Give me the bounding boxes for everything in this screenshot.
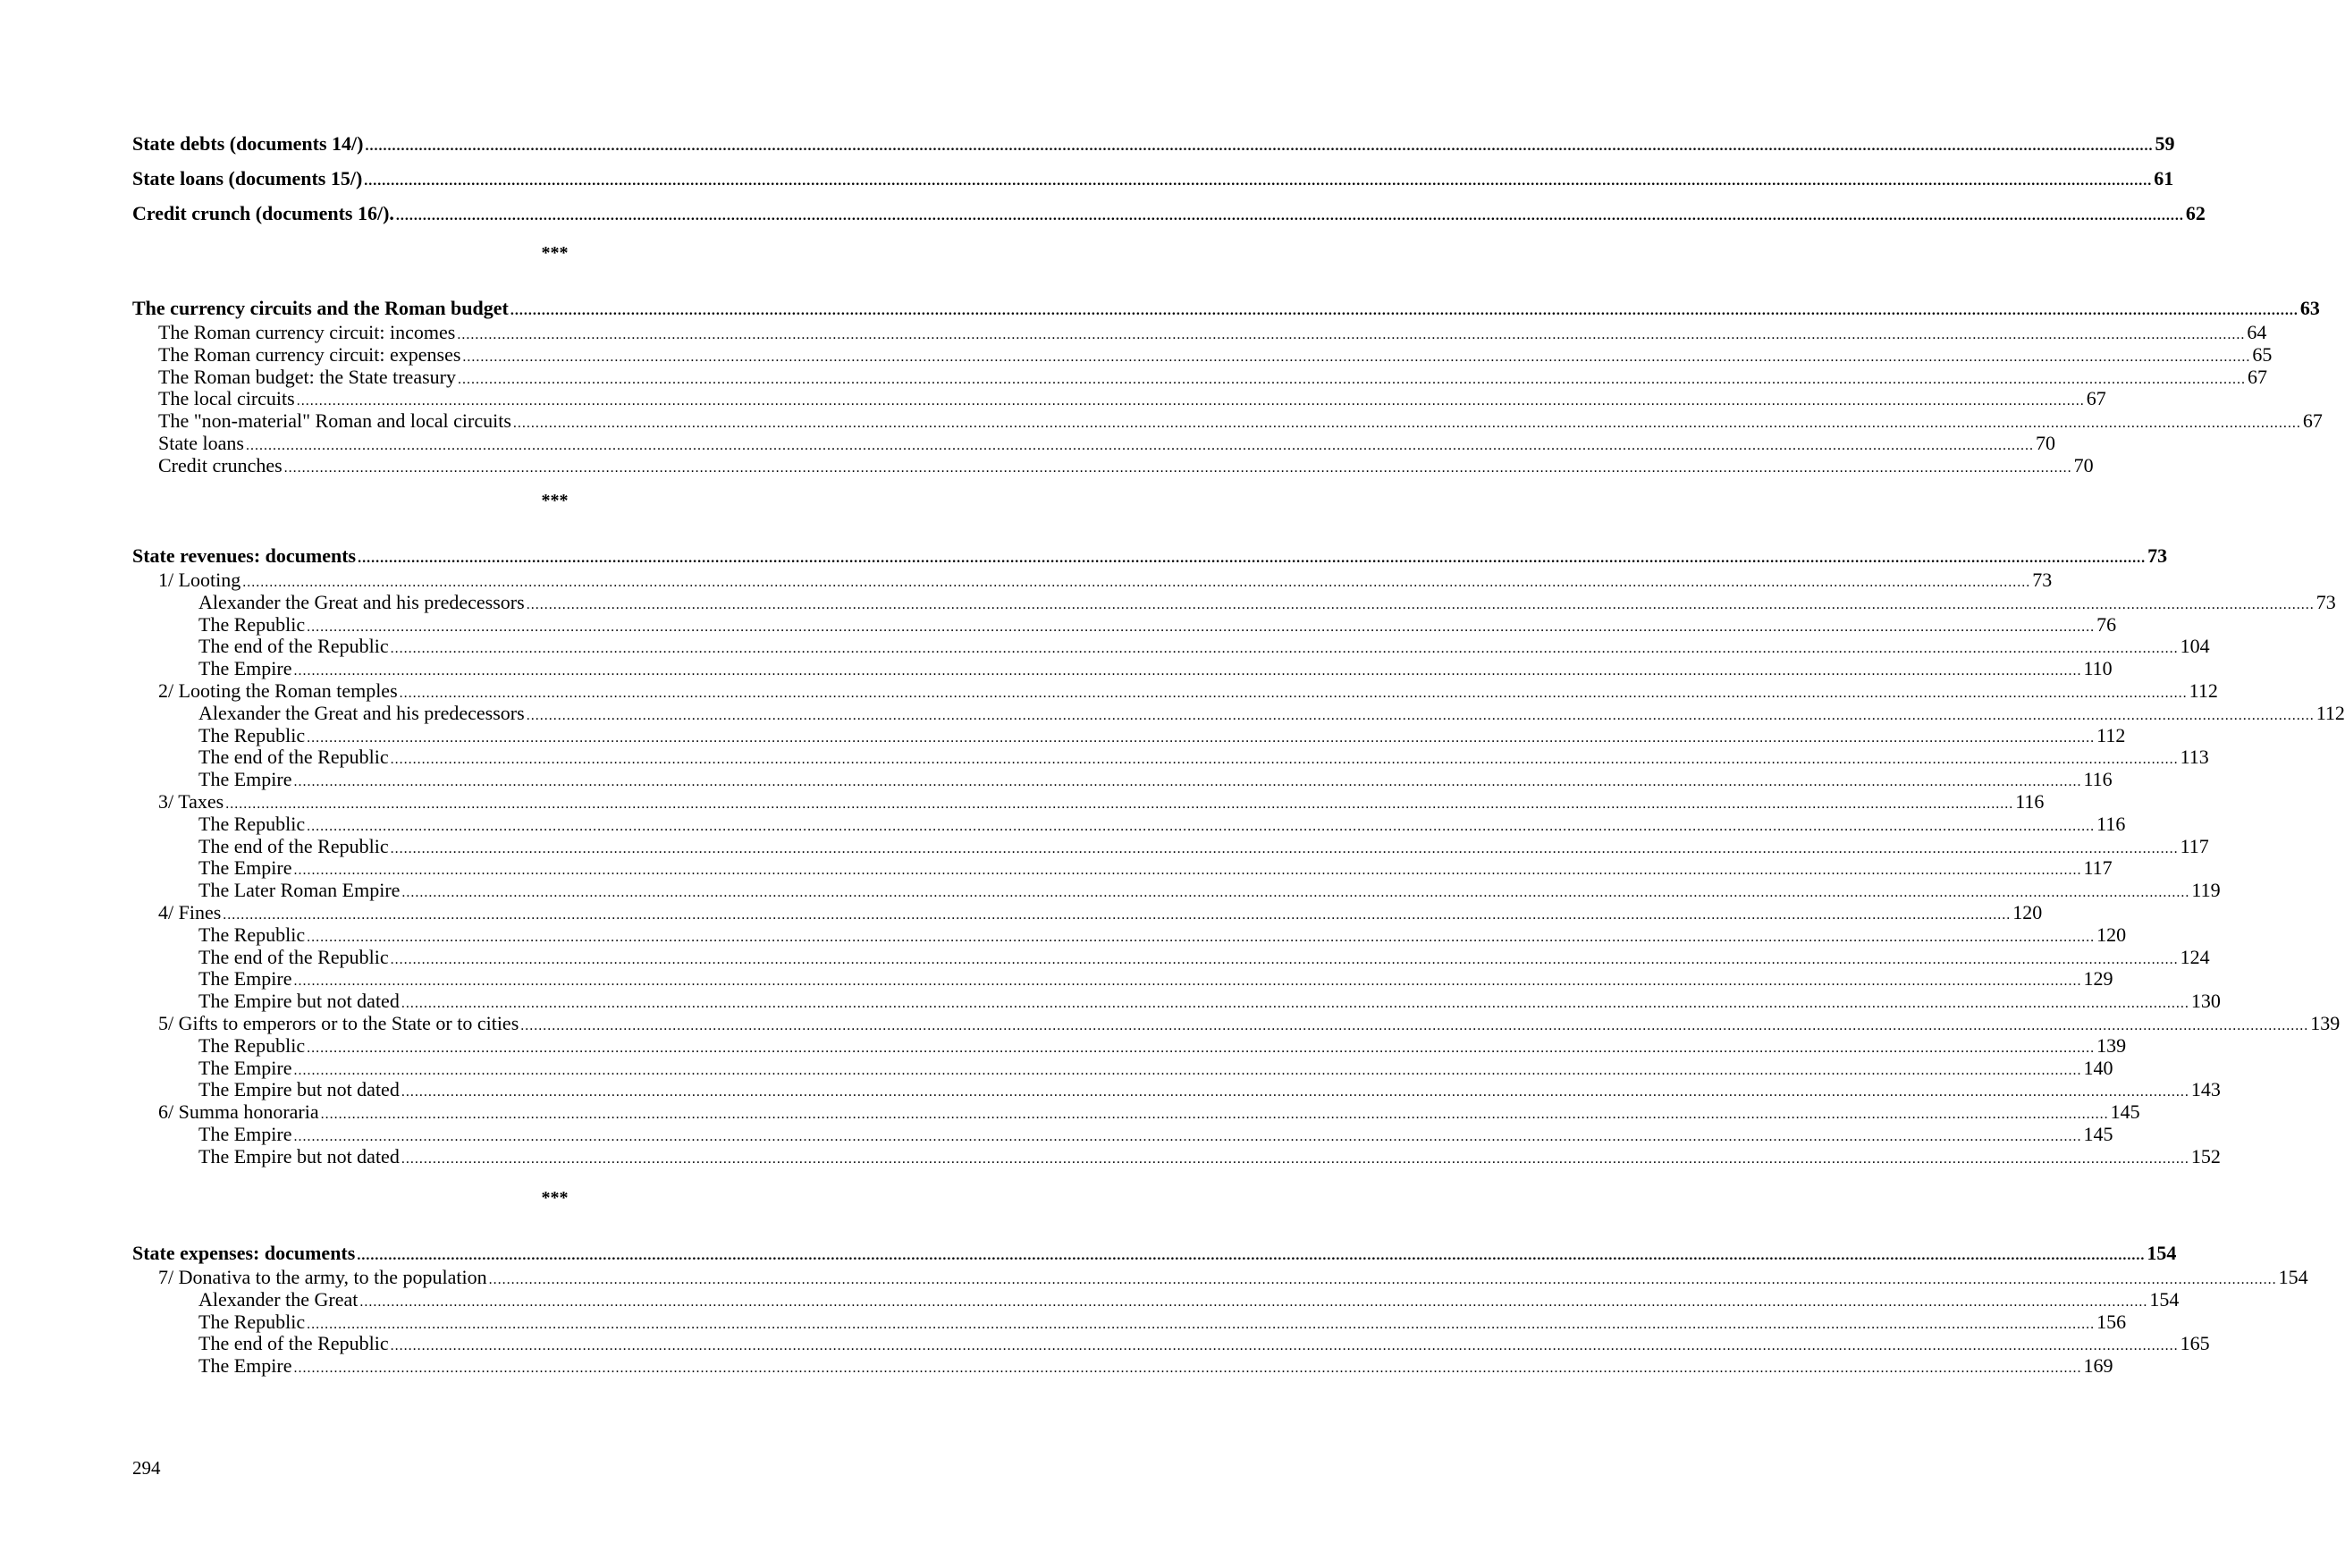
toc-entry[interactable] xyxy=(132,702,2345,724)
toc-entry-title: State loans xyxy=(158,432,244,454)
dot-leader: ................................................................................................................................................................................................................................................................................................................................................................................................................ xyxy=(457,372,2246,387)
toc-entry[interactable] xyxy=(132,990,2221,1012)
toc-entry[interactable] xyxy=(132,409,2323,432)
toc-entry-page: 117 xyxy=(2180,835,2209,857)
toc-entry[interactable] xyxy=(132,768,2113,790)
toc-entry-title: The end of the Republic xyxy=(198,946,389,968)
toc-entry-title: The Empire xyxy=(198,1057,292,1079)
toc-entry[interactable] xyxy=(132,343,2273,366)
toc-entry[interactable] xyxy=(132,635,2210,657)
dot-leader: ................................................................................................................................................................................................................................................................................................................................................................................................................ xyxy=(307,819,2096,834)
dot-leader: ................................................................................................................................................................................................................................................................................................................................................................................................................ xyxy=(401,996,2189,1011)
toc-entry[interactable] xyxy=(132,1078,2221,1100)
toc-entry-title: Alexander the Great and his predecessors xyxy=(198,702,525,724)
dot-leader: ................................................................................................................................................................................................................................................................................................................................................................................................................ xyxy=(293,663,2082,679)
dot-leader: ................................................................................................................................................................................................................................................................................................................................................................................................................ xyxy=(512,416,2301,431)
toc-entry-page: 145 xyxy=(2083,1123,2113,1145)
toc-entry-title: The end of the Republic xyxy=(198,1332,389,1354)
toc-entry-page: 139 xyxy=(2096,1034,2127,1057)
toc-entry-page: 120 xyxy=(2012,901,2043,923)
toc-entry-title: The Republic xyxy=(198,724,306,746)
toc-entry-page: 145 xyxy=(2110,1100,2140,1123)
toc-entry-title: Credit crunches xyxy=(158,454,283,476)
toc-entry[interactable] xyxy=(132,454,2094,476)
toc-entry-page: 67 xyxy=(2302,409,2323,432)
toc-entry-page: 120 xyxy=(2096,923,2127,946)
page-number: 294 xyxy=(132,1457,161,1479)
toc-entry-title: 2/ Looting the Roman temples xyxy=(158,679,398,702)
toc-entry-page: 124 xyxy=(2180,946,2210,968)
toc-entry-page: 104 xyxy=(2180,635,2210,657)
dot-leader: ................................................................................................................................................................................................................................................................................................................................................................................................................ xyxy=(401,885,2190,900)
toc-entry-title: The Roman currency circuit: incomes xyxy=(158,321,456,343)
dot-leader: ................................................................................................................................................................................................................................................................................................................................................................................................................ xyxy=(307,620,2096,635)
toc-entry[interactable] xyxy=(132,432,2055,454)
toc-entry-page: 73 xyxy=(2315,591,2336,613)
toc-entry-page: 143 xyxy=(2190,1078,2221,1100)
dot-leader: ................................................................................................................................................................................................................................................................................................................................................................................................................ xyxy=(526,597,2315,612)
toc-entry-title: 1/ Looting xyxy=(158,569,241,591)
toc-entry-page: 73 xyxy=(2147,544,2168,567)
dot-leader: ................................................................................................................................................................................................................................................................................................................................................................................................................ xyxy=(510,303,2299,318)
toc-entry[interactable] xyxy=(132,1332,2210,1354)
toc-heading-entry[interactable] xyxy=(132,297,2320,320)
toc-entry[interactable] xyxy=(132,967,2113,990)
toc-entry-page: 59 xyxy=(2155,132,2175,155)
dot-leader: ................................................................................................................................................................................................................................................................................................................................................................................................................ xyxy=(364,173,2153,189)
toc-entry-page: 62 xyxy=(2185,202,2206,224)
dot-leader: ................................................................................................................................................................................................................................................................................................................................................................................................................ xyxy=(293,1129,2082,1144)
toc-entry-title: The Roman currency circuit: expenses xyxy=(158,343,461,366)
toc-entry[interactable] xyxy=(132,790,2045,813)
toc-entry[interactable] xyxy=(132,679,2218,702)
toc-entry[interactable] xyxy=(132,1266,2308,1288)
toc-heading-entry[interactable] xyxy=(132,202,2206,225)
dot-leader: ................................................................................................................................................................................................................................................................................................................................................................................................................ xyxy=(223,907,2012,923)
toc-entry[interactable] xyxy=(132,569,2053,591)
dot-leader: ................................................................................................................................................................................................................................................................................................................................................................................................................ xyxy=(225,797,2014,812)
toc-entry-page: 63 xyxy=(2299,297,2320,319)
toc-entry-title: The end of the Republic xyxy=(198,835,389,857)
toc-entry[interactable] xyxy=(132,856,2113,879)
toc-entry-page: 61 xyxy=(2154,167,2174,190)
dot-leader: ................................................................................................................................................................................................................................................................................................................................................................................................................ xyxy=(390,641,2179,656)
dot-leader: ................................................................................................................................................................................................................................................................................................................................................................................................................ xyxy=(320,1107,2109,1122)
dot-leader: ................................................................................................................................................................................................................................................................................................................................................................................................................ xyxy=(457,327,2246,342)
dot-leader: ................................................................................................................................................................................................................................................................................................................................................................................................................ xyxy=(307,730,2096,746)
toc-entry-page: 117 xyxy=(2083,856,2113,879)
dot-leader: ................................................................................................................................................................................................................................................................................................................................................................................................................ xyxy=(283,460,2072,476)
toc-heading-entry[interactable] xyxy=(132,167,2174,190)
toc-entry[interactable] xyxy=(132,835,2209,857)
toc-entry[interactable] xyxy=(132,1145,2221,1168)
dot-leader: ................................................................................................................................................................................................................................................................................................................................................................................................................ xyxy=(365,139,2154,154)
toc-entry-page: 119 xyxy=(2191,879,2221,901)
toc-entry[interactable] xyxy=(132,1311,2127,1333)
toc-entry-title: 6/ Summa honoraria xyxy=(158,1100,319,1123)
toc-entry-title: The end of the Republic xyxy=(198,635,389,657)
toc-entry[interactable] xyxy=(132,879,2221,901)
toc-entry-page: 139 xyxy=(2310,1012,2341,1034)
toc-entry-title: The Republic xyxy=(198,1311,306,1333)
toc-entry[interactable] xyxy=(132,591,2336,613)
toc-entry-title: The end of the Republic xyxy=(198,746,389,768)
dot-leader: ................................................................................................................................................................................................................................................................................................................................................................................................................ xyxy=(401,1151,2189,1167)
toc-entry-title: The Empire but not dated xyxy=(198,1145,400,1168)
toc-entry-page: 67 xyxy=(2247,366,2267,388)
dot-leader: ................................................................................................................................................................................................................................................................................................................................................................................................................ xyxy=(293,974,2082,989)
toc-entry[interactable] xyxy=(132,321,2267,343)
dot-leader: ................................................................................................................................................................................................................................................................................................................................................................................................................ xyxy=(358,551,2147,566)
toc-entry-title: The Empire xyxy=(198,1123,292,1145)
toc-entry-title: The Roman budget: the State treasury xyxy=(158,366,456,388)
dot-leader: ................................................................................................................................................................................................................................................................................................................................................................................................................ xyxy=(307,930,2096,945)
toc-entry-title: State revenues: documents xyxy=(132,544,357,567)
dot-leader: ................................................................................................................................................................................................................................................................................................................................................................................................................ xyxy=(526,708,2315,723)
toc-entry-page: 116 xyxy=(2015,790,2045,813)
toc-entry-page: 154 xyxy=(2149,1288,2180,1311)
dot-leader: ................................................................................................................................................................................................................................................................................................................................................................................................................ xyxy=(520,1018,2309,1033)
toc-entry-title: The Empire but not dated xyxy=(198,1078,400,1100)
toc-entry-title: The Empire xyxy=(198,967,292,990)
toc-entry-page: 112 xyxy=(2189,679,2218,702)
toc-entry-page: 129 xyxy=(2083,967,2113,990)
section-separator: *** xyxy=(541,1188,569,1208)
dot-leader: ................................................................................................................................................................................................................................................................................................................................................................................................................ xyxy=(390,841,2179,856)
toc-entry[interactable] xyxy=(132,1123,2113,1145)
toc-heading-entry[interactable] xyxy=(132,132,2175,156)
toc-entry-title: 4/ Fines xyxy=(158,901,222,923)
toc-entry-title: 3/ Taxes xyxy=(158,790,224,813)
dot-leader: ................................................................................................................................................................................................................................................................................................................................................................................................................ xyxy=(293,863,2082,878)
dot-leader: ................................................................................................................................................................................................................................................................................................................................................................................................................ xyxy=(307,1041,2096,1056)
toc-entry-page: 112 xyxy=(2096,724,2126,746)
toc-entry[interactable] xyxy=(132,813,2126,835)
toc-heading-entry[interactable] xyxy=(132,1242,2177,1265)
dot-leader: ................................................................................................................................................................................................................................................................................................................................................................................................................ xyxy=(293,1361,2082,1376)
dot-leader: ................................................................................................................................................................................................................................................................................................................................................................................................................ xyxy=(242,575,2031,590)
dot-leader: ................................................................................................................................................................................................................................................................................................................................................................................................................ xyxy=(293,1063,2082,1078)
toc-entry-title: Credit crunch (documents 16/). xyxy=(132,202,394,224)
toc-entry-title: The Empire xyxy=(198,657,292,679)
toc-entry[interactable] xyxy=(132,946,2210,968)
toc-entry-page: 169 xyxy=(2083,1354,2113,1377)
dot-leader: ................................................................................................................................................................................................................................................................................................................................................................................................................ xyxy=(307,1317,2096,1332)
dot-leader: ................................................................................................................................................................................................................................................................................................................................................................................................................ xyxy=(296,393,2085,409)
toc-entry-title: The "non-material" Roman and local circuits xyxy=(158,409,511,432)
toc-entry-title: The currency circuits and the Roman budget xyxy=(132,297,509,319)
toc-entry[interactable] xyxy=(132,923,2127,946)
dot-leader: ................................................................................................................................................................................................................................................................................................................................................................................................................ xyxy=(357,1248,2146,1263)
toc-entry-page: 154 xyxy=(2278,1266,2308,1288)
toc-entry-page: 165 xyxy=(2180,1332,2210,1354)
toc-entry-page: 154 xyxy=(2147,1242,2177,1264)
toc-entry-page: 70 xyxy=(2035,432,2055,454)
toc-entry[interactable] xyxy=(132,746,2209,768)
section-separator: *** xyxy=(541,243,569,263)
toc-entry-page: 110 xyxy=(2083,657,2113,679)
toc-entry[interactable] xyxy=(132,1288,2180,1311)
dot-leader: ................................................................................................................................................................................................................................................................................................................................................................................................................ xyxy=(395,208,2184,223)
dot-leader: ................................................................................................................................................................................................................................................................................................................................................................................................................ xyxy=(462,350,2251,365)
toc-entry-page: 156 xyxy=(2096,1311,2127,1333)
toc-entry-title: State debts (documents 14/) xyxy=(132,132,364,155)
dot-leader: ................................................................................................................................................................................................................................................................................................................................................................................................................ xyxy=(390,1338,2179,1353)
toc-entry-title: 7/ Donativa to the army, to the population xyxy=(158,1266,487,1288)
toc-entry-title: The Republic xyxy=(198,813,306,835)
toc-entry[interactable] xyxy=(132,613,2117,636)
toc-entry[interactable] xyxy=(132,366,2267,388)
toc-entry-title: State expenses: documents xyxy=(132,1242,356,1264)
dot-leader: ................................................................................................................................................................................................................................................................................................................................................................................................................ xyxy=(390,752,2179,767)
toc-entry-title: The Empire xyxy=(198,856,292,879)
toc-entry[interactable] xyxy=(132,657,2113,679)
toc-entry[interactable] xyxy=(132,1354,2113,1377)
toc-entry-title: Alexander the Great and his predecessors xyxy=(198,591,525,613)
toc-entry-page: 76 xyxy=(2096,613,2117,636)
toc-entry-page: 113 xyxy=(2180,746,2209,768)
toc-entry[interactable] xyxy=(132,1057,2113,1079)
toc-entry-page: 112 xyxy=(2315,702,2345,724)
toc-entry-title: Alexander the Great xyxy=(198,1288,358,1311)
toc-entry-title: The Republic xyxy=(198,1034,306,1057)
toc-entry-title: The Empire xyxy=(198,768,292,790)
toc-entry[interactable] xyxy=(132,387,2106,409)
section-separator: *** xyxy=(541,491,569,510)
toc-entry-page: 130 xyxy=(2190,990,2221,1012)
toc-entry-title: The Empire but not dated xyxy=(198,990,400,1012)
dot-leader: ................................................................................................................................................................................................................................................................................................................................................................................................................ xyxy=(359,1294,2148,1310)
toc-entry-page: 116 xyxy=(2083,768,2113,790)
dot-leader: ................................................................................................................................................................................................................................................................................................................................................................................................................ xyxy=(488,1272,2277,1287)
toc-entry-title: The local circuits xyxy=(158,387,295,409)
toc-entry-title: State loans (documents 15/) xyxy=(132,167,363,190)
dot-leader: ................................................................................................................................................................................................................................................................................................................................................................................................................ xyxy=(390,952,2179,967)
toc-entry[interactable] xyxy=(132,901,2043,923)
dot-leader: ................................................................................................................................................................................................................................................................................................................................................................................................................ xyxy=(293,774,2082,789)
toc-entry-title: The Later Roman Empire xyxy=(198,879,401,901)
toc-entry-title: The Republic xyxy=(198,923,306,946)
toc-entry-page: 73 xyxy=(2032,569,2053,591)
toc-entry-title: 5/ Gifts to emperors or to the State or to cities xyxy=(158,1012,519,1034)
toc-entry[interactable] xyxy=(132,724,2126,746)
toc-entry-page: 116 xyxy=(2096,813,2126,835)
toc-entry[interactable] xyxy=(132,1100,2140,1123)
toc-entry[interactable] xyxy=(132,1034,2127,1057)
toc-heading-entry[interactable] xyxy=(132,544,2168,568)
dot-leader: ................................................................................................................................................................................................................................................................................................................................................................................................................ xyxy=(399,686,2188,701)
toc-entry-title: The Republic xyxy=(198,613,306,636)
dot-leader: ................................................................................................................................................................................................................................................................................................................................................................................................................ xyxy=(401,1084,2189,1100)
toc-entry-page: 65 xyxy=(2252,343,2273,366)
dot-leader: ................................................................................................................................................................................................................................................................................................................................................................................................................ xyxy=(245,438,2034,453)
toc-entry-page: 64 xyxy=(2247,321,2267,343)
toc-entry-page: 70 xyxy=(2073,454,2094,476)
toc-entry-page: 152 xyxy=(2190,1145,2221,1168)
toc-entry-title: The Empire xyxy=(198,1354,292,1377)
toc-entry-page: 140 xyxy=(2083,1057,2113,1079)
toc-entry[interactable] xyxy=(132,1012,2341,1034)
toc-entry-page: 67 xyxy=(2086,387,2106,409)
